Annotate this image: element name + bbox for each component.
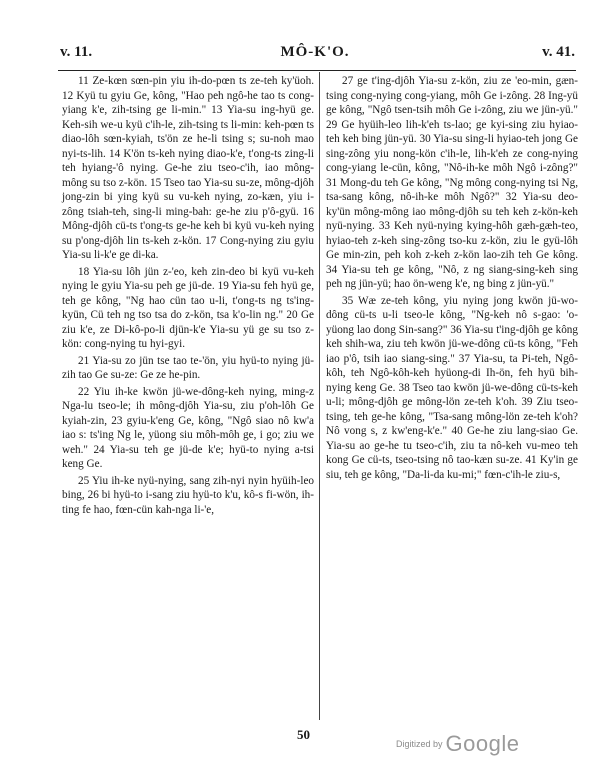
paragraph: 22 Yiu ih-ke kwön jü-we-dông-keh nying, ming-z Nga-lu tseo-le; ih mông-djôh Yia-su, ziu p'oh-lôh Ge kyiah-zin, 23 gyiu-k'eng Ge, kông, "Ngô siao nô kw'a iao s: ts'ing Ng le, yüong siu môh-môh ge, i go; ziu we weh." 24 Yia-su teh ge jü-de k'e; hyü-to nying a-tsi keng Ge. <box>62 385 314 470</box>
column-divider <box>319 72 320 720</box>
left-column <box>62 74 314 517</box>
header-book-title: MÔ-K'O. <box>280 44 350 60</box>
paragraph: 11 Ze-kœn sœn-pin yiu ih-do-pœn ts ze-teh ky'üoh. 12 Kyü tu gyiu Ge, kông, "Hao peh ngô-he tao ts cong-yiang k'e, zih-tsing ge li-min." 13 Yia-su ing-hyü ge. Keh-sih we-u kyü c'ih-le, zih-tsing ts li-min: keh-pœn ts diao-lôh sœn-kyiah, ts'ön ze he-li tsing s; su-noh mao nyi-ts-lih. 14 K'ön ts-keh nying diao-k'e, t'ong-ts zing-li teh hyiang-'ô nying. Ge-he ziu tseo-c'ih, iao mông-mông su tso z-kön. 15 Tseo tao Yia-su su-ze, mông-djôh jong-zin bi ying kyü su vu-keh nying, zo-kæn, yiu i-zông tsiah-teh, sing-li ming-bah: ge-he ziu p'ô-gyü. 16 Mông-djôh cü-ts t'ong-ts ge-he keh bi kyü vu-keh nying su p'ong-djôh lin ts-keh z-kön. 17 Cong-nying ziu gyiu Yia-su li-k'e ge di-ka. <box>62 75 314 261</box>
right-column <box>326 74 578 482</box>
header-rule <box>58 70 576 71</box>
paragraph: 35 Wæ ze-teh kông, yiu nying jong kwön jü-wo-dông cü-ts u-li tseo-le kông, "Ng-keh nô s-gao: 'o-yüong lao dong Sin-sang?" 36 Yia-su t'ing-djôh ge kông keh shih-wa, ziu teh kwön jü-we-dông cü-ts kông, "Feh iao p'ô, tsih iao siang-sing." 37 Yia-su, ta Pi-teh, Ngô-kôh, teh Ngô-kôh-keh hyüong-di Ih-ön, feh hyü bih-nying keng Ge. 38 Tseo tao kwön jü-we-dông cü-ts-keh u-li; mông-djôh ge mông-lön ze-teh k'oh. 39 Ziu tseo-tsing, teh ge-he kông, "Tsa-sang mông-lön ze-teh k'oh? Nô vong s, z kw'eng-k'e." 40 Ge-he ziu lang-siao Ge. Yia-su ao ge-he tu tseo-c'ih, ziu ta nô-keh vu-meo teh kong Ge cü-ts, tseo-tsing nô tao-kæn su-ze. 41 Ky'in ge siu, teh ge kông, "Da-li-da ku-mi;" fœn-c'ih-le ziu-s, <box>326 294 578 481</box>
paragraph: 25 Yiu ih-ke nyü-nying, sang zih-nyi nyin hyüih-leo bing, 26 bi hyü-to i-sang ziu hyü-to k'u, kô-s fi-wön, ih-ting fe hao, fœn-cün kah-nga li-'e, <box>62 474 314 516</box>
digitized-prefix: Digitized by <box>396 739 443 749</box>
page-number: 50 <box>297 727 310 742</box>
google-logo: Google <box>445 731 520 756</box>
paragraph: 21 Yia-su zo jün tse tao te-'ön, yiu hyü-to nying jü-zih tao Ge su-ze: Ge ze he-pin. <box>62 354 314 381</box>
header-verse-start: v. 11. <box>60 44 93 60</box>
running-header <box>55 44 575 66</box>
paragraph: 27 ge t'ing-djôh Yia-su z-kön, ziu ze 'eo-min, gæn-tsing cong-nying cong-yiang, môh Ge i-zông. 28 Ing-yü ge kông, "Ngô tsen-tsih môh Ge i-zông, ziu we jün-yü." 29 Ge hyüih-leo lih-k'eh ts-lao; ge kyi-sing ziu hyiao-teh keh bing jün-yü. 30 Yia-su sing-li hyiao-teh jong Ge sing-zông yiu nong-kön c'ih-le, lih-k'eh ze cong-nying cong-yiang le-cün, kông, "Nô-ih-ke môh Ngô i-zông?" 31 Mong-du teh Ge kông, "Ng mông cong-nying tsi Ng, tsa-sang kông, nô-ih-ke môh Ngô?" 32 Yia-su deo-ky'ün mông-mông iao mông-djôh su teh keh z-kön-keh nyü-nying. 33 Keh nyü-nying kying-hôh gæh-gæh-teo, hyiao-teh z-keh sing-zông tso-ku z-kön, ziu le gyü-lôh Ge min-zin, peh koh z-keh z-kön lao-zih teh Ge kông. 34 Yia-su teh ge kông, "Nô, z ng siang-sing-keh sing peh ng jün-yü; hao ön-weng k'e, ng bing z jün-yü." <box>326 75 578 290</box>
paragraph: 18 Yia-su lôh jün z-'eo, keh zin-deo bi kyü vu-keh nying le gyiu Yia-su peh ge jü-de. 19 Yia-su feh hyü ge, teh ge kông, "Ng hao cün tao u-li, t'ong-ts ng ts'ing-kyün, Cü teh ng tso tsa do z-kön, tsa k'o-lin ng." 20 Ge ziu k'e, ze Di-kô-po-li djün-k'e Yia-su yü ge su tso z-kön: cong-nying tu hyi-gyi. <box>62 265 314 350</box>
digitized-watermark <box>396 731 519 757</box>
header-verse-end: v. 41. <box>542 44 575 60</box>
